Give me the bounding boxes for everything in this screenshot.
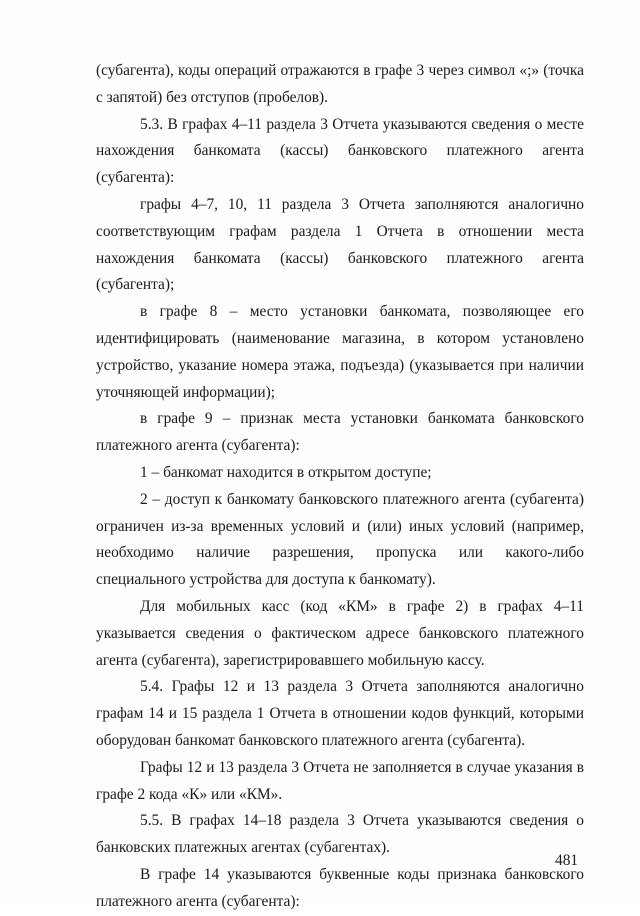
paragraph-mobile-kassa: Для мобильных касс (код «КМ» в графе 2) в графах 4–11 указывается сведения о фактическом адресе банковского платежного агента (субагента), зарегистрировавшего мобильную кассу. [96, 597, 584, 669]
body-text [96, 58, 584, 916]
paragraph-graphs-12-13: Графы 12 и 13 раздела 3 Отчета не заполняется в случае указания в графе 2 кода «К» или «КМ». [96, 758, 584, 803]
page-number: 481 [555, 852, 579, 869]
paragraph-5-5: 5.5. В графах 14–18 раздела 3 Отчета указываются сведения о банковских платежных агентах (субагентах). [96, 812, 584, 857]
paragraph-graph-9: в графе 9 – признак места установки банкомата банковского платежного агента (субагента): [96, 410, 584, 455]
paragraph-graph-14: В графе 14 указываются буквенные коды признака банковского платежного агента (субагента): [96, 865, 584, 910]
paragraph-graphs-4-7: графы 4–7, 10, 11 раздела 3 Отчета заполняются аналогично соответствующим графам раздела 1 Отчета в отношении места нахождения банкомата (кассы) банковского платежного агента (субагента); [96, 195, 584, 294]
paragraph-5-3: 5.3. В графах 4–11 раздела 3 Отчета указываются сведения о месте нахождения банкомата (кассы) банковского платежного агента (субагента): [96, 115, 584, 187]
paragraph-continuation: (субагента), коды операций отражаются в графе 3 через символ «;» (точка с запятой) без отступов (пробелов). [96, 62, 584, 106]
paragraph-graph-8: в графе 8 – место установки банкомата, позволяющее его идентифицировать (наименование магазина, в котором установлено устройство, указание номера этажа, подъезда) (указывается при наличии уточняющей информации); [96, 303, 584, 401]
paragraph-5-4: 5.4. Графы 12 и 13 раздела 3 Отчета заполняются аналогично графам 14 и 15 раздела 1 Отчета в отношении кодов функций, которыми оборудован банкомат банковского платежного агента (субагента). [96, 678, 584, 749]
paragraph-option-1: 1 – банкомат находится в открытом доступе; [140, 463, 432, 481]
paragraph-option-2: 2 – доступ к банкомату банковского платежного агента (субагента) ограничен из-за временных условий и (или) иных условий (например, необходимо наличие разрешения, пропуска или какого-либо специального устройства для доступа к банкомату). [96, 490, 584, 589]
